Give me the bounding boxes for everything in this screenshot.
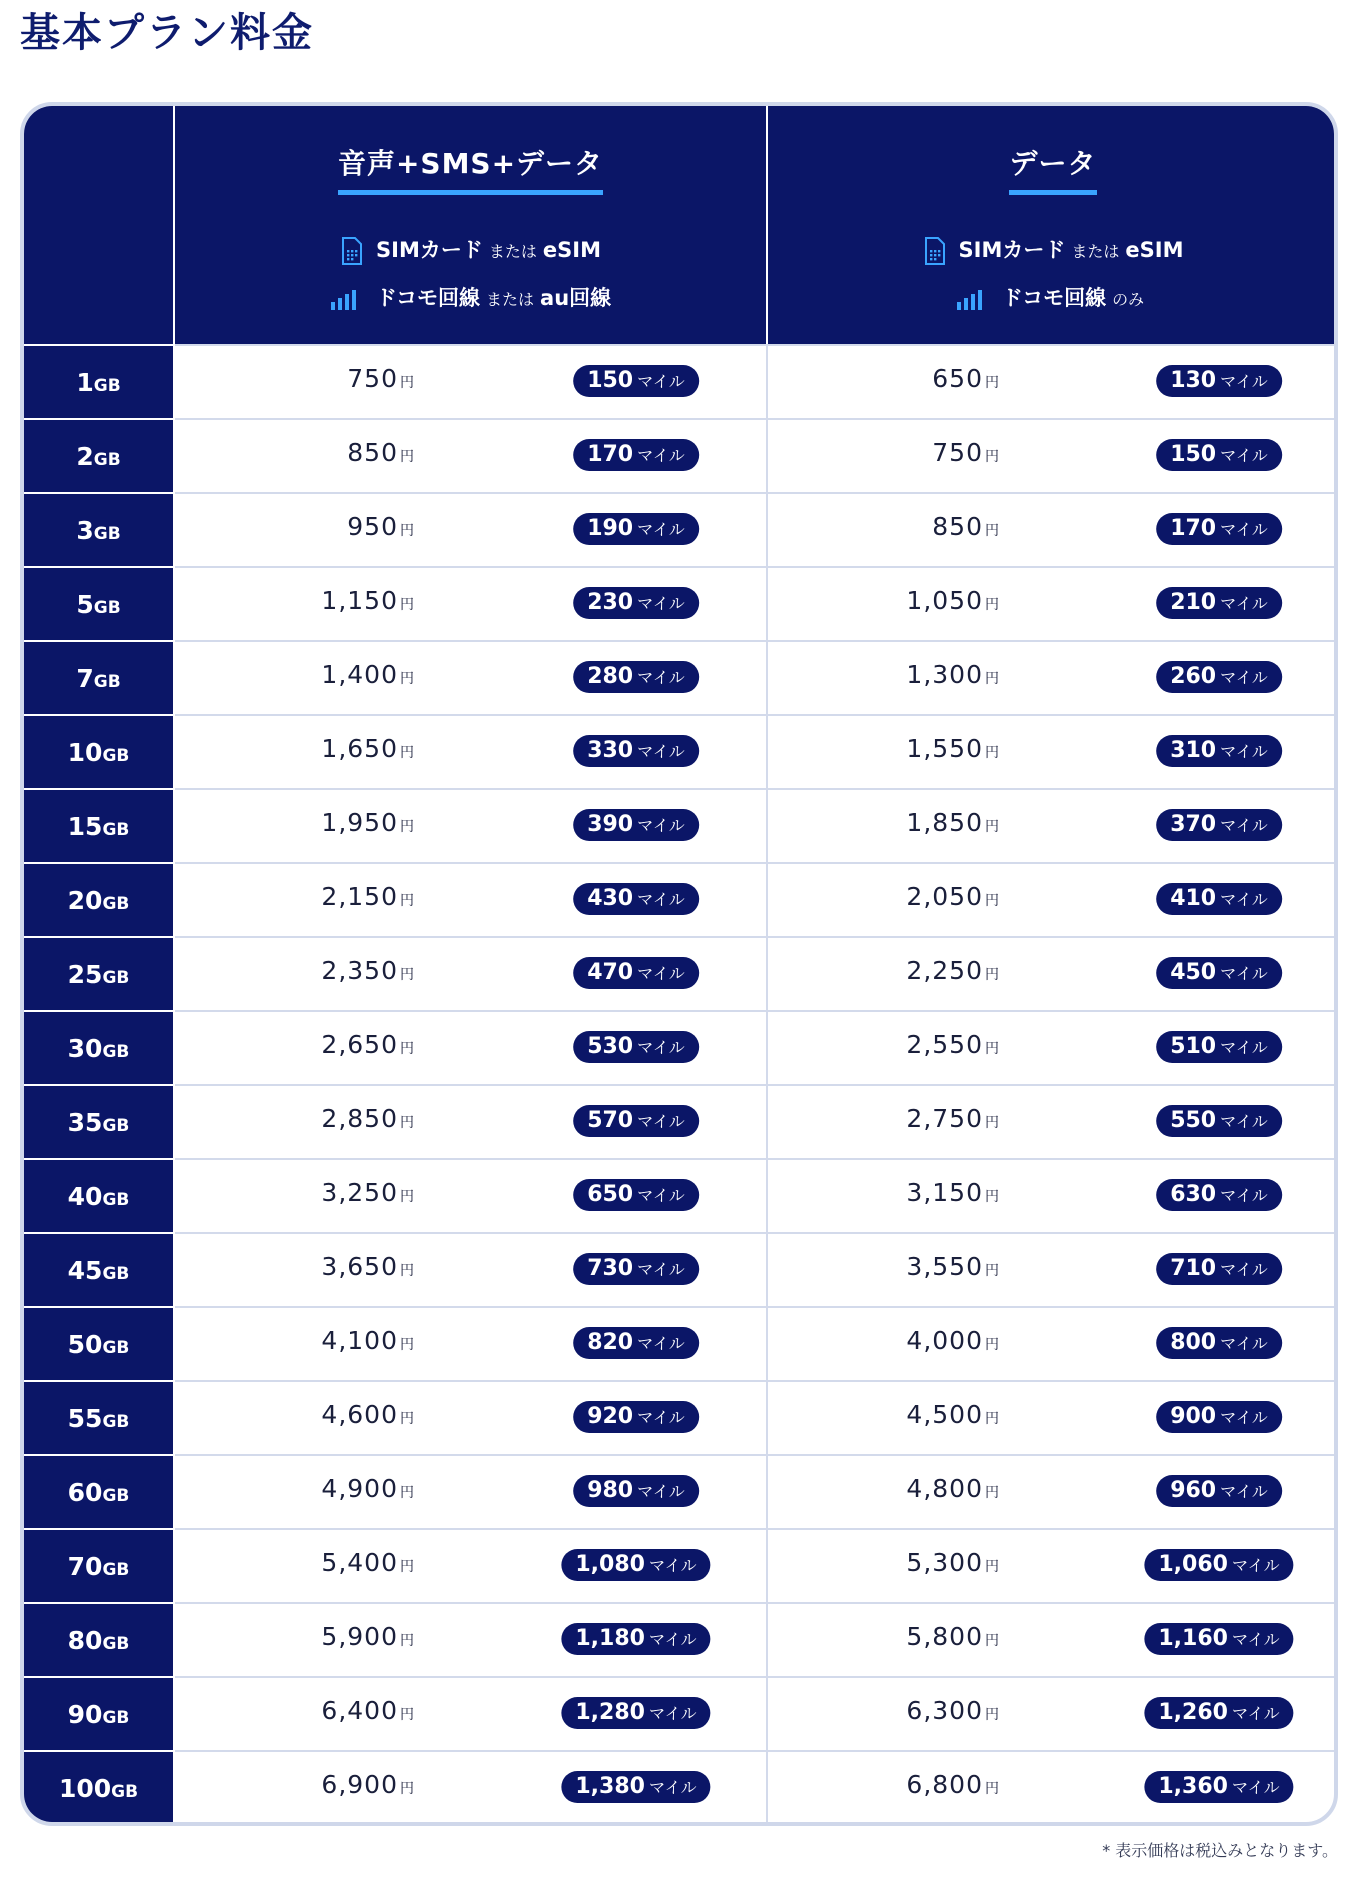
data-price: 4,500 円 xyxy=(906,1400,1000,1429)
data-plan-cell xyxy=(768,420,1338,492)
data-miles-badge: 1,160 マイル xyxy=(1144,1623,1293,1655)
data-price: 650 円 xyxy=(932,364,1000,393)
capacity-unit: GB xyxy=(93,450,121,470)
voice-miles-badge: 920 マイル xyxy=(573,1401,699,1433)
tax-note: * 表示価格は税込みとなります。 xyxy=(1102,1841,1338,1860)
capacity-value: 30 xyxy=(67,1034,103,1063)
data-price: 750 円 xyxy=(932,438,1000,467)
signal-bars-icon xyxy=(956,288,988,310)
table-row xyxy=(24,418,1334,492)
data-plan-cell xyxy=(768,1604,1338,1676)
data-plan-cell xyxy=(768,1308,1338,1380)
voice-price: 4,900 円 xyxy=(321,1474,415,1503)
voice-price: 750 円 xyxy=(347,364,415,393)
table-row xyxy=(24,640,1334,714)
data-plan-cell xyxy=(768,790,1338,862)
row-capacity-label xyxy=(24,862,175,938)
capacity-value: 2 xyxy=(76,442,94,471)
row-capacity-label xyxy=(24,1232,175,1308)
voice-plan-cell xyxy=(175,346,768,418)
capacity-value: 70 xyxy=(67,1552,103,1581)
page-title: 基本プラン料金 xyxy=(20,10,314,56)
voice-plan-cell xyxy=(175,1604,768,1676)
table-row xyxy=(24,1602,1334,1676)
data-miles-badge: 800 マイル xyxy=(1156,1327,1282,1359)
voice-price: 2,350 円 xyxy=(321,956,415,985)
data-price: 4,800 円 xyxy=(906,1474,1000,1503)
table-row xyxy=(24,1306,1334,1380)
row-capacity-label xyxy=(24,1010,175,1086)
data-miles-badge: 210 マイル xyxy=(1156,587,1282,619)
data-price: 6,300 円 xyxy=(906,1696,1000,1725)
row-capacity-label xyxy=(24,1084,175,1160)
table-row xyxy=(24,1454,1334,1528)
capacity-unit: GB xyxy=(102,1560,130,1580)
capacity-unit: GB xyxy=(93,376,121,396)
data-price: 2,050 円 xyxy=(906,882,1000,911)
capacity-unit: GB xyxy=(111,1782,139,1802)
voice-price: 1,150 円 xyxy=(321,586,415,615)
voice-miles-badge: 470 マイル xyxy=(573,957,699,989)
voice-plan-cell xyxy=(175,420,768,492)
data-price: 1,050 円 xyxy=(906,586,1000,615)
data-miles-badge: 1,060 マイル xyxy=(1144,1549,1293,1581)
capacity-unit: GB xyxy=(93,598,121,618)
voice-plan-cell xyxy=(175,1456,768,1528)
data-miles-badge: 130 マイル xyxy=(1156,365,1282,397)
data-plan-cell xyxy=(768,1382,1338,1454)
data-plan-cell xyxy=(768,1752,1338,1824)
capacity-unit: GB xyxy=(102,1190,130,1210)
voice-price: 6,900 円 xyxy=(321,1770,415,1799)
data-price: 3,550 円 xyxy=(906,1252,1000,1281)
capacity-value: 40 xyxy=(67,1182,103,1211)
voice-miles-badge: 1,080 マイル xyxy=(561,1549,710,1581)
table-row xyxy=(24,1084,1334,1158)
voice-price: 4,100 円 xyxy=(321,1326,415,1355)
data-plan-cell xyxy=(768,1012,1338,1084)
capacity-unit: GB xyxy=(102,746,130,766)
data-plan-cell xyxy=(768,1234,1338,1306)
data-plan-cell xyxy=(768,568,1338,640)
data-price: 1,300 円 xyxy=(906,660,1000,689)
table-row xyxy=(24,492,1334,566)
voice-price: 2,650 円 xyxy=(321,1030,415,1059)
capacity-value: 45 xyxy=(67,1256,103,1285)
capacity-value: 10 xyxy=(67,738,103,767)
voice-price: 1,650 円 xyxy=(321,734,415,763)
voice-miles-badge: 390 マイル xyxy=(573,809,699,841)
voice-price: 3,650 円 xyxy=(321,1252,415,1281)
table-row xyxy=(24,566,1334,640)
capacity-value: 3 xyxy=(76,516,94,545)
voice-plan-title: 音声+SMS+データ xyxy=(338,142,603,195)
voice-miles-badge: 230 マイル xyxy=(573,587,699,619)
capacity-unit: GB xyxy=(102,1634,130,1654)
capacity-value: 90 xyxy=(67,1700,103,1729)
voice-miles-badge: 430 マイル xyxy=(573,883,699,915)
voice-plan-cell xyxy=(175,494,768,566)
row-capacity-label xyxy=(24,1750,175,1826)
capacity-unit: GB xyxy=(102,1412,130,1432)
voice-plan-cell xyxy=(175,1012,768,1084)
voice-plan-cell xyxy=(175,790,768,862)
table-row xyxy=(24,1010,1334,1084)
row-capacity-label xyxy=(24,1528,175,1604)
sim-card-icon xyxy=(340,237,362,265)
voice-miles-badge: 650 マイル xyxy=(573,1179,699,1211)
capacity-unit: GB xyxy=(93,524,121,544)
header-voice-plan xyxy=(175,106,768,344)
voice-plan-cell xyxy=(175,1382,768,1454)
data-plan-cell xyxy=(768,864,1338,936)
capacity-value: 80 xyxy=(67,1626,103,1655)
table-row xyxy=(24,936,1334,1010)
capacity-unit: GB xyxy=(102,1486,130,1506)
voice-miles-badge: 1,380 マイル xyxy=(561,1771,710,1803)
voice-miles-badge: 730 マイル xyxy=(573,1253,699,1285)
capacity-unit: GB xyxy=(102,1338,130,1358)
plan-price-table xyxy=(20,102,1338,1826)
data-miles-badge: 710 マイル xyxy=(1156,1253,1282,1285)
row-capacity-label xyxy=(24,344,175,420)
table-row xyxy=(24,1676,1334,1750)
data-plan-title: データ xyxy=(1009,142,1096,195)
data-miles-badge: 630 マイル xyxy=(1156,1179,1282,1211)
table-row xyxy=(24,344,1334,418)
voice-price: 6,400 円 xyxy=(321,1696,415,1725)
voice-plan-cell xyxy=(175,642,768,714)
row-capacity-label xyxy=(24,418,175,494)
voice-price: 850 円 xyxy=(347,438,415,467)
sim-card-icon xyxy=(923,237,945,265)
row-capacity-label xyxy=(24,1306,175,1382)
voice-miles-badge: 1,280 マイル xyxy=(561,1697,710,1729)
voice-miles-badge: 570 マイル xyxy=(573,1105,699,1137)
data-miles-badge: 370 マイル xyxy=(1156,809,1282,841)
voice-plan-cell xyxy=(175,864,768,936)
data-plan-cell xyxy=(768,1678,1338,1750)
data-miles-badge: 1,260 マイル xyxy=(1144,1697,1293,1729)
capacity-unit: GB xyxy=(102,1264,130,1284)
voice-price: 1,950 円 xyxy=(321,808,415,837)
data-miles-badge: 450 マイル xyxy=(1156,957,1282,989)
capacity-value: 20 xyxy=(67,886,103,915)
data-price: 5,300 円 xyxy=(906,1548,1000,1577)
voice-feature-sim: SIMカード または eSIM xyxy=(175,234,766,265)
capacity-value: 7 xyxy=(76,664,94,693)
capacity-value: 60 xyxy=(67,1478,103,1507)
table-row xyxy=(24,714,1334,788)
table-row xyxy=(24,1528,1334,1602)
voice-miles-badge: 1,180 マイル xyxy=(561,1623,710,1655)
capacity-unit: GB xyxy=(102,820,130,840)
row-capacity-label xyxy=(24,1158,175,1234)
data-price: 4,000 円 xyxy=(906,1326,1000,1355)
data-plan-cell xyxy=(768,1086,1338,1158)
row-capacity-label xyxy=(24,1676,175,1752)
data-plan-cell xyxy=(768,716,1338,788)
data-feature-sim: SIMカード または eSIM xyxy=(768,234,1338,265)
data-miles-badge: 310 マイル xyxy=(1156,735,1282,767)
data-plan-cell xyxy=(768,938,1338,1010)
data-price: 5,800 円 xyxy=(906,1622,1000,1651)
voice-price: 4,600 円 xyxy=(321,1400,415,1429)
table-row xyxy=(24,788,1334,862)
data-plan-cell xyxy=(768,642,1338,714)
voice-plan-cell xyxy=(175,1086,768,1158)
voice-miles-badge: 190 マイル xyxy=(573,513,699,545)
data-price: 2,550 円 xyxy=(906,1030,1000,1059)
voice-miles-badge: 330 マイル xyxy=(573,735,699,767)
capacity-value: 5 xyxy=(76,590,94,619)
row-capacity-label xyxy=(24,1380,175,1456)
row-capacity-label xyxy=(24,714,175,790)
data-miles-badge: 550 マイル xyxy=(1156,1105,1282,1137)
data-price: 3,150 円 xyxy=(906,1178,1000,1207)
capacity-unit: GB xyxy=(102,1116,130,1136)
table-header xyxy=(24,106,1334,344)
voice-miles-badge: 170 マイル xyxy=(573,439,699,471)
capacity-unit: GB xyxy=(93,672,121,692)
voice-price: 1,400 円 xyxy=(321,660,415,689)
capacity-value: 35 xyxy=(67,1108,103,1137)
table-row xyxy=(24,1380,1334,1454)
data-plan-cell xyxy=(768,1160,1338,1232)
voice-miles-badge: 280 マイル xyxy=(573,661,699,693)
voice-price: 950 円 xyxy=(347,512,415,541)
row-capacity-label xyxy=(24,936,175,1012)
data-miles-badge: 150 マイル xyxy=(1156,439,1282,471)
row-capacity-label xyxy=(24,1454,175,1530)
capacity-unit: GB xyxy=(102,894,130,914)
data-price: 2,750 円 xyxy=(906,1104,1000,1133)
capacity-unit: GB xyxy=(102,1042,130,1062)
voice-price: 2,850 円 xyxy=(321,1104,415,1133)
data-feature-network: ドコモ回線 のみ xyxy=(768,282,1338,312)
data-miles-badge: 510 マイル xyxy=(1156,1031,1282,1063)
row-capacity-label xyxy=(24,566,175,642)
data-miles-badge: 410 マイル xyxy=(1156,883,1282,915)
voice-plan-cell xyxy=(175,938,768,1010)
voice-price: 3,250 円 xyxy=(321,1178,415,1207)
data-miles-badge: 260 マイル xyxy=(1156,661,1282,693)
row-capacity-label xyxy=(24,788,175,864)
voice-miles-badge: 150 マイル xyxy=(573,365,699,397)
data-price: 850 円 xyxy=(932,512,1000,541)
voice-plan-cell xyxy=(175,1308,768,1380)
data-plan-cell xyxy=(768,1456,1338,1528)
row-capacity-label xyxy=(24,640,175,716)
table-row xyxy=(24,1232,1334,1306)
voice-plan-cell xyxy=(175,1678,768,1750)
voice-plan-cell xyxy=(175,716,768,788)
capacity-value: 25 xyxy=(67,960,103,989)
data-price: 2,250 円 xyxy=(906,956,1000,985)
row-capacity-label xyxy=(24,1602,175,1678)
capacity-unit: GB xyxy=(102,1708,130,1728)
capacity-value: 15 xyxy=(67,812,103,841)
capacity-value: 50 xyxy=(67,1330,103,1359)
capacity-value: 100 xyxy=(58,1774,112,1803)
data-plan-cell xyxy=(768,346,1338,418)
table-row xyxy=(24,862,1334,936)
capacity-value: 1 xyxy=(76,368,94,397)
data-plan-cell xyxy=(768,494,1338,566)
data-price: 1,550 円 xyxy=(906,734,1000,763)
data-plan-cell xyxy=(768,1530,1338,1602)
voice-miles-badge: 980 マイル xyxy=(573,1475,699,1507)
data-miles-badge: 1,360 マイル xyxy=(1144,1771,1293,1803)
voice-feature-network: ドコモ回線 または au回線 xyxy=(175,282,766,312)
voice-miles-badge: 530 マイル xyxy=(573,1031,699,1063)
voice-plan-cell xyxy=(175,1530,768,1602)
voice-price: 5,900 円 xyxy=(321,1622,415,1651)
voice-plan-cell xyxy=(175,1752,768,1824)
voice-plan-cell xyxy=(175,568,768,640)
signal-bars-icon xyxy=(330,288,362,310)
data-price: 6,800 円 xyxy=(906,1770,1000,1799)
header-corner xyxy=(24,106,175,344)
data-price: 1,850 円 xyxy=(906,808,1000,837)
data-miles-badge: 170 マイル xyxy=(1156,513,1282,545)
header-data-plan xyxy=(768,106,1338,344)
table-row xyxy=(24,1158,1334,1232)
data-miles-badge: 960 マイル xyxy=(1156,1475,1282,1507)
voice-miles-badge: 820 マイル xyxy=(573,1327,699,1359)
voice-price: 5,400 円 xyxy=(321,1548,415,1577)
row-capacity-label xyxy=(24,492,175,568)
voice-plan-cell xyxy=(175,1234,768,1306)
voice-price: 2,150 円 xyxy=(321,882,415,911)
capacity-unit: GB xyxy=(102,968,130,988)
data-miles-badge: 900 マイル xyxy=(1156,1401,1282,1433)
capacity-value: 55 xyxy=(67,1404,103,1433)
table-row xyxy=(24,1750,1334,1824)
voice-plan-cell xyxy=(175,1160,768,1232)
